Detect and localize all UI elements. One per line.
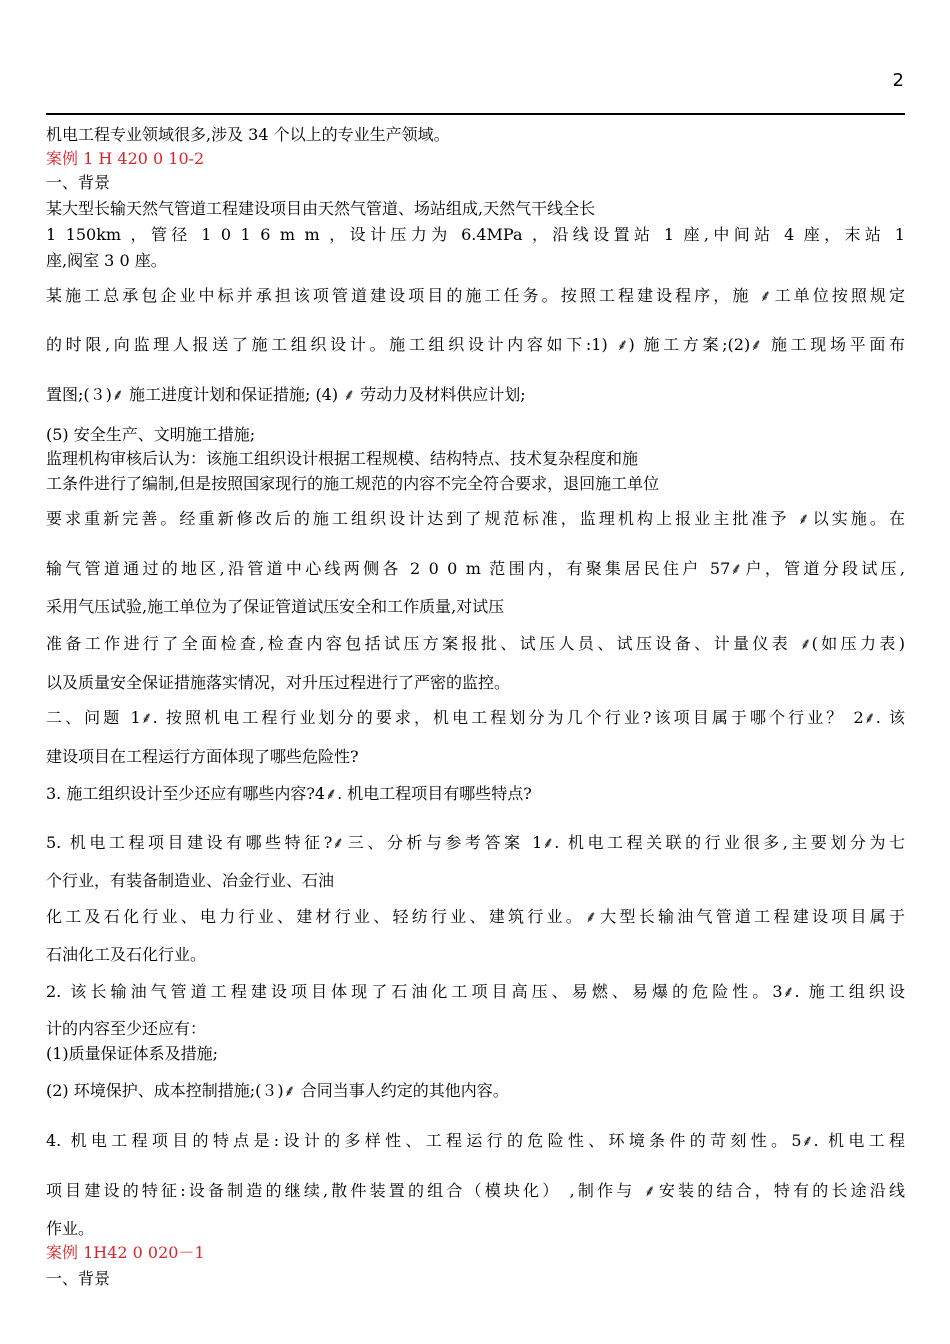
text-line: 个行业，有装备制造业、冶金行业、石油 (46, 871, 335, 890)
section-heading: 一、背景 (46, 1269, 111, 1288)
text-line: 项目建设的特征:设备制造的继续,散件装置的组合（模块化） ,制作与 ⸙安装的结合，特有的长途沿线 (46, 1181, 905, 1200)
text-line: 某施工总承包企业中标并承担该项管道建设项目的施工任务。按照工程建设程序，施 ⸙工单位按照规定 (46, 286, 905, 305)
text-line: 3. 施工组织设计至少还应有哪些内容?4⸙. 机电工程项目有哪些特点? (46, 784, 532, 803)
text-line: 计的内容至少还应有： (46, 1019, 207, 1038)
text-line: 1 150km ，管径 1 0 1 6 m m ，设计压力为 6.4MPa ，沿线设置站 1 座,中间站 4 座，末站 1 (46, 225, 905, 244)
text-line: 要求重新完善。经重新修改后的施工组织设计达到了规范标准，监理机构上报业主批准予 ⸙以实施。在 (46, 509, 905, 528)
text-line: 5. 机电工程项目建设有哪些特征?⸙三、分析与参考答案 1⸙. 机电工程关联的行业很多,主要划分为七 (46, 833, 905, 852)
text-line: 化工及石化行业、电力行业、建材行业、轻纺行业、建筑行业。⸙大型长输油气管道工程建设项目属于 (46, 907, 905, 926)
text-line: (1)质量保证体系及措施; (46, 1044, 219, 1063)
text-line: 工条件进行了编制,但是按照国家现行的施工规范的内容不完全符合要求，退回施工单位 (46, 474, 660, 493)
text-line: 的时限,向监理人报送了施工组织设计。施工组织设计内容如下:1) ⸙) 施工方案;(2)⸙ 施工现场平面布 (46, 335, 905, 354)
text-line: 二、问题 1⸙. 按照机电工程行业划分的要求，机电工程划分为几个行业?该项目属于哪个行业？ 2⸙. 该 (46, 708, 905, 727)
section-heading: 一、背景 (46, 173, 111, 192)
text-line: 机电工程专业领域很多,涉及 34 个以上的专业生产领域。 (46, 125, 450, 144)
header-rule (46, 113, 905, 115)
text-line: 监理机构审核后认为：该施工组织设计根据工程规模、结构特点、技术复杂程度和施 (46, 449, 639, 468)
text-line: 采用气压试验,施工单位为了保证管道试压安全和工作质量,对试压 (46, 597, 505, 616)
text-line: 建设项目在工程运行方面体现了哪些危险性? (46, 747, 359, 766)
text-line: 座,阀室 3 0 座。 (46, 251, 167, 270)
text-line: 输气管道通过的地区,沿管道中心线两侧各 2 0 0 m 范围内，有聚集居民住户 57⸙户，管道分段试压, (46, 559, 905, 578)
text-line: 作业。 (46, 1219, 95, 1238)
text-line: (5) 安全生产、文明施工措施; (46, 425, 256, 444)
page-number: 2 (892, 70, 904, 91)
text-line: (2) 环境保护、成本控制措施;(３)⸙ 合同当事人约定的其他内容。 (46, 1081, 509, 1100)
text-line: 以及质量安全保证措施落实情况，对升压过程进行了严密的监控。 (46, 673, 511, 692)
case-heading: 案例 1 H 420 0 10-2 (46, 149, 205, 168)
text-line: 石油化工及石化行业。 (46, 945, 207, 964)
case-heading: 案例 1H42 0 020－1 (46, 1243, 205, 1262)
text-line: 准备工作进行了全面检查,检查内容包括试压方案报批、试压人员、试压设备、计量仪表 ⸙(如压力表) (46, 634, 905, 653)
text-line: 4. 机电工程项目的特点是:设计的多样性、工程运行的危险性、环境条件的苛刻性。5⸙. 机电工程 (46, 1131, 905, 1150)
text-line: 置图;(３)⸙ 施工进度计划和保证措施; (4) ⸙ 劳动力及材料供应计划; (46, 385, 526, 404)
text-line: 2. 该长输油气管道工程建设项目体现了石油化工项目高压、易燃、易爆的危险性。3⸙. 施工组织设 (46, 982, 905, 1001)
text-line: 某大型长输天然气管道工程建设项目由天然气管道、场站组成,天然气干线全长 (46, 199, 596, 218)
